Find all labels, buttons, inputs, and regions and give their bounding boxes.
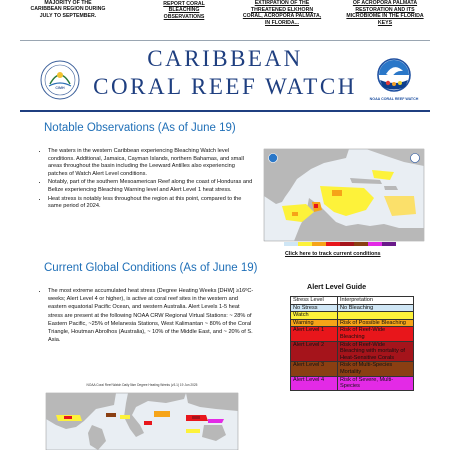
noaa-crw-logo-label: NOAA CORAL REEF WATCH xyxy=(369,97,419,101)
interpretation-cell: Risk of Reef-Wide Bleaching with mortality of Heat-Sensitive Corals xyxy=(338,341,414,362)
interpretation-cell: Risk of Possible Bleaching xyxy=(338,319,414,327)
interpretation-cell: No Bleaching xyxy=(338,304,414,312)
caribbean-alert-map[interactable] xyxy=(254,142,431,252)
strip-col1-line3: JULY TO SEPTEMBER. xyxy=(39,12,97,19)
page-title-line1: CARIBBEAN xyxy=(147,46,303,71)
strip-col3-line4[interactable]: CORAL, ACROPORA PALMATA, xyxy=(242,13,322,20)
strip-col3-line2[interactable]: EXTIRPATION OF THE xyxy=(254,0,310,7)
page-title-line2: CORAL REEF WATCH xyxy=(93,74,357,99)
global-map-caption: NOAA Coral Reef Watch Daily 5km Degree Heating Weeks (v3.1) 19 Jun 2025 xyxy=(86,383,198,387)
stress-level-cell: Alert Level 2 xyxy=(291,341,338,362)
strip-col1-line1: MAJORITY OF THE xyxy=(44,0,92,6)
strip-col3-line3[interactable]: THREATENED ELKHORN xyxy=(250,6,314,13)
global-dhw-map[interactable] xyxy=(36,385,248,450)
cimh-logo-label: CIMH xyxy=(55,86,65,90)
strip-col4-line4[interactable]: MICROBIOME IN THE FLORIDA xyxy=(346,13,424,20)
stress-level-cell: Warning xyxy=(291,319,338,327)
caribbean-map-caption: NOAA Coral Reef Watch Daily 5km Bleaching Alert Area 7-day Maximum (v3.1) 19 Jun 2025 xyxy=(277,144,409,148)
header-stress-level: Stress Level xyxy=(291,297,338,305)
interpretation-cell xyxy=(338,312,414,320)
table-row xyxy=(291,319,414,327)
stress-level-cell: Alert Level 3 xyxy=(291,362,338,376)
table-row xyxy=(291,304,414,312)
list-item: • Heat stress is notably less throughout the region at this point, compared to the same period of 2024. xyxy=(48,196,254,211)
strip-col3[interactable] xyxy=(230,0,334,26)
stress-level-cell: Alert Level 1 xyxy=(291,327,338,341)
table-row xyxy=(291,362,414,376)
strip-col4-line2[interactable]: OF ACROPORA PALMATA xyxy=(352,0,418,7)
strip-col4-line5[interactable]: KEYS xyxy=(377,19,393,26)
strip-col1 xyxy=(18,0,118,19)
strip-col3-line5[interactable]: IN FLORIDA... xyxy=(264,19,299,26)
list-item: • Notably, part of the southern Mesoamerican Reef along the coast of Honduras and Belize experiencing Bleaching Warning level and Alert Level 1 heat stress. xyxy=(48,179,254,194)
global-heading: Current Global Conditions (As of June 19) xyxy=(44,262,258,274)
stress-level-cell: Alert Level 4 xyxy=(291,376,338,390)
stress-level-cell: Watch xyxy=(291,312,338,320)
interpretation-cell: Risk of Multi-Species Mortality xyxy=(338,362,414,376)
strip-divider xyxy=(20,40,430,41)
table-row xyxy=(291,327,414,341)
alert-guide-table xyxy=(290,296,414,391)
table-row xyxy=(291,312,414,320)
header-interpretation: Interpretation xyxy=(338,297,414,305)
table-row xyxy=(291,341,414,362)
strip-col2-line3[interactable]: OBSERVATIONS xyxy=(163,13,205,20)
notable-heading: Notable Observations (As of June 19) xyxy=(44,122,236,134)
strip-col4-line3[interactable]: RESTORATION AND ITS xyxy=(355,6,415,13)
table-header-row xyxy=(291,297,414,305)
strip-col2-line1[interactable]: REPORT CORAL xyxy=(163,1,205,7)
track-conditions-link[interactable]: Click here to track current conditions xyxy=(285,251,381,257)
list-item: • The most extreme accumulated heat stress (Degree Heating Weeks [DHW] ≥16ºC-weeks; Alert Level 4 or higher), is active at coral reef sites in the western and eastern equatorial Pacific Ocean, and western Australia. Alert Levels 1-5 heat stress are present at the following NOAA CRW Regional Virtual Stations: ~ 28% of Eastern Pacific, ~25% of Melanesia Stations, West Kalimantan ~ 80% of the Coral Triangle, Houtman Abrolhos (Australia), ~ 10% of the Middle East, and ~ 20% of S. Asia. xyxy=(48,287,254,344)
strip-col2[interactable] xyxy=(142,1,226,20)
interpretation-cell: Risk of Severe, Multi-Species xyxy=(338,376,414,390)
table-row xyxy=(291,376,414,390)
strip-col2-line2[interactable]: BLEACHING xyxy=(168,7,200,14)
strip-col1-line2: CARIBBEAN REGION DURING xyxy=(30,6,106,13)
list-item: • The waters in the western Caribbean experiencing Bleaching Watch level conditions. Additional, Jamaica, Cayman Islands, northern Bahamas, and small areas throughout the basin including the Leeward Antilles also experiencing patches of Watch Alert Level conditions. xyxy=(48,148,254,178)
global-list xyxy=(38,287,254,345)
strip-col4[interactable] xyxy=(333,0,437,26)
header-rule xyxy=(20,110,430,112)
alert-guide-title: Alert Level Guide xyxy=(307,282,367,291)
interpretation-cell: Risk of Reef-Wide Bleaching xyxy=(338,327,414,341)
stress-level-cell: No Stress xyxy=(291,304,338,312)
notable-list xyxy=(38,148,254,212)
